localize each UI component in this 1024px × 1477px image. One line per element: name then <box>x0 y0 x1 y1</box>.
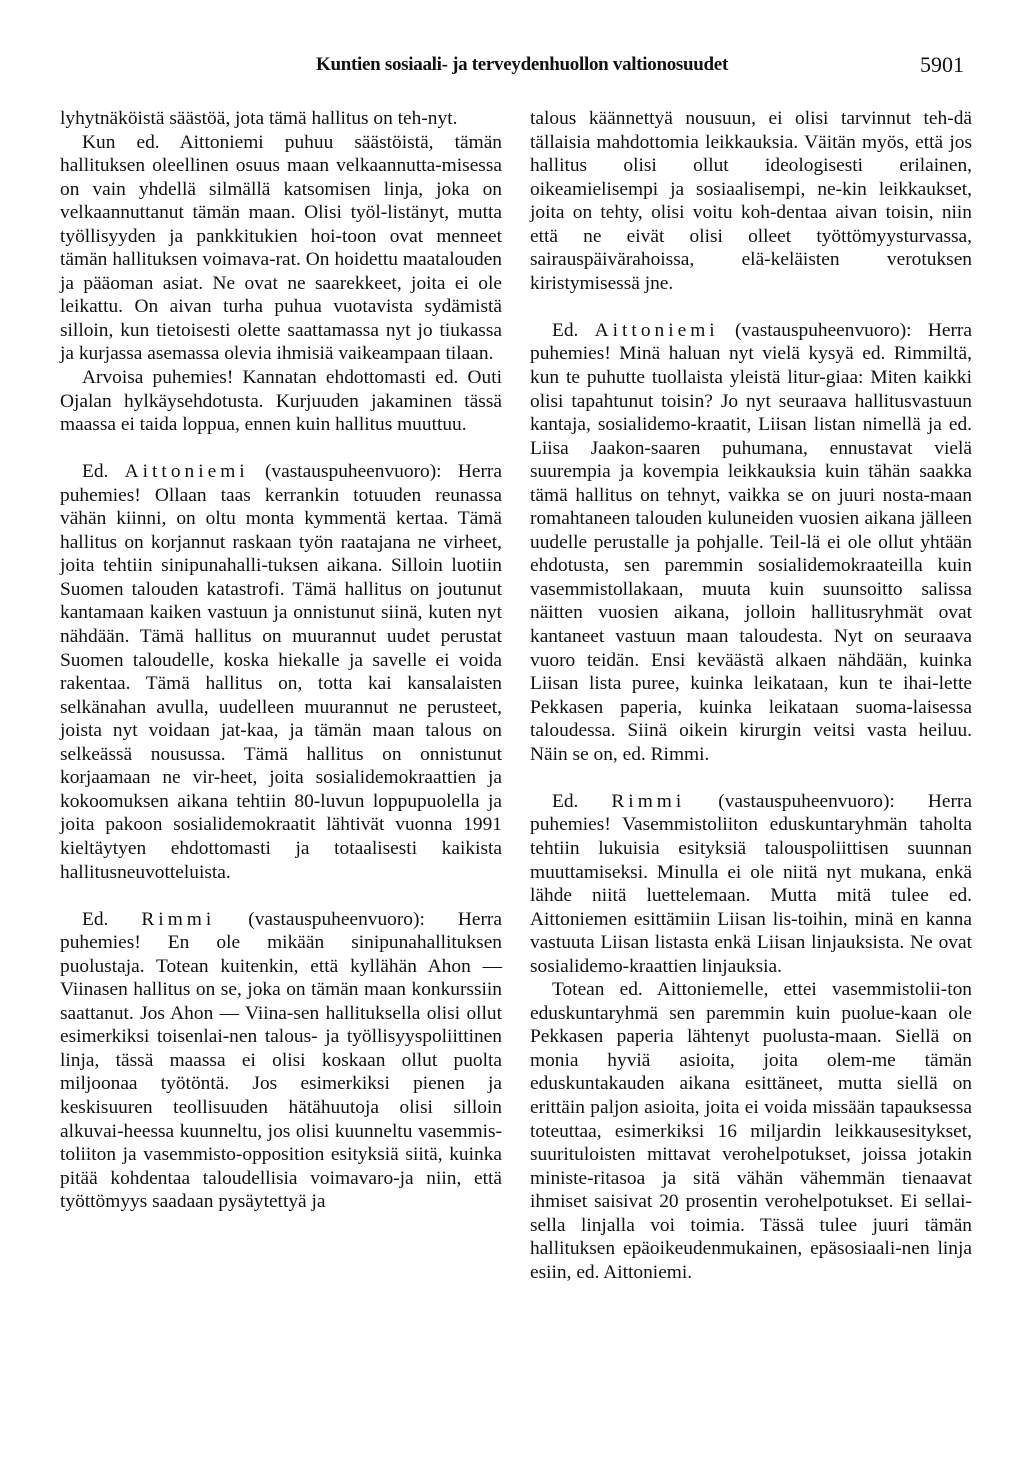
paragraph: talous käännettyä nousuun, ei olisi tarvinnut teh-dä tällaisia mahdottomia leikkauksia. Väitän myös, että jos hallitus olisi ollut ideologisesti erilainen, oikeamielisempi ja sosiaalisempi, ne-kin leikkaukset, joita on tehty, olisi voitu koh-dentaa aivan toisin, niin että ne eivät olisi olleet työttömyysturvassa, sairauspäivärahoissa, elä-keläisten verotuksen kiristymisessä jne. <box>530 108 972 294</box>
speech-paragraph <box>60 908 502 1214</box>
speech-text: (vastauspuheenvuoro): Herra puhemies! Vasemmistoliiton eduskuntaryhmän taholta tehtiin lukuisia esityksiä talouspoliittisen suunnan muuttamiseksi. Minulla ei ole niitä nyt mukana, enkä lähde niitä luettelemaan. Mutta mitä tulee ed. Aittoniemen esittämiin Liisan lis-toihin, minä en kanna vastuuta Liisan listasta enkä Liisan linjauksista. Ne ovat sosialidemo-kraattien linjauksia. <box>530 790 972 977</box>
page-number: 5901 <box>920 52 964 77</box>
speaker-prefix: Ed. <box>552 790 579 812</box>
speaker-prefix: Ed. <box>82 461 109 483</box>
speaker-prefix: Ed. <box>82 908 109 930</box>
left-column <box>60 107 502 1214</box>
paragraph: Totean ed. Aittoniemelle, ettei vasemmistolii-ton eduskuntaryhmä sen paremmin kuin puolue-kaan ole Pekkasen paperia lähtenyt puolusta-maan. Siellä on monia hyviä asioita, joita olem-me tämän eduskuntakauden aikana esittäneet, mutta siellä on erittäin paljon asioita, joita ei voida missään tapauksessa toteuttaa, esimerkiksi 16 miljardin leikkausesitykset, suurituloisten mittavat verohelpotukset, joissa jotakin ministe-ritasoa ja sitä vähän vähemmän tienaavat ihmiset saisivat 20 prosentin verohelpotukset. Ei sellai-sella linjalla voi toimia. Tässä tulee juuri tämän hallituksen epäoikeudenmukainen, epäsosiaali-nen linja esiin, ed. Aittoniemi. <box>530 979 972 1283</box>
speech-text: (vastauspuheenvuoro): Herra puhemies! Minä haluan nyt vielä kysyä ed. Rimmiltä, kun te puhutte tuollaista yleistä litur-giaa: Miten kaikki olisi tapahtunut toisin? Jo nyt seuraava hallitusvastuun kantaja, sosialidemo-kraatit, Liisan listan nimellä ja ed. Liisa Jaakon-saaren puhumana, ennustavat vielä suurempia ja kovempia leikkauksia kuin tähän saakka tämä hallitus on tehnyt, vaikka se on juuri nosta-maan romahtaneen talouden kuluneiden vuosien aikana jälleen uudelle perustalle ja pohjalle. Teil-lä ei ole ollut yhtään ehdotusta, sen paremmin sosialidemokraateilla kuin vasemmistollakaan, muuta kuin suunsoitto salissa näitten vuosien aikana, jolloin hallitusryhmät ovat kantaneet vastuun maan taloudesta. Nyt on seuraava vuoro teidän. Ensi keväästä alkaen nähdään, kuinka Liisan lista puree, kuinka leikataan, kun te ihai-lette Pekkasen paperia, kuinka leikataan suoma-laisessa taloudessa. Siinä oikein kirurgin veitsi vasta heiluu. Näin se on, ed. Rimmi. <box>530 319 972 765</box>
paragraph: Kun ed. Aittoniemi puhuu säästöistä, tämän hallituksen oleellinen osuus maan velkaannutta-misessa on vain yhdellä silmällä katsomisen linja, joka on velkaannuttanut tämän maan. Olisi työl-listänyt, mutta työllisyyden ja pankkitukien hoi-toon ovat menneet tämän hallituksen voimava-rat. On hoidettu maatalouden ja pääoman asiat. Ne ovat ne saarekkeet, joita ei ole leikattu. On aivan turha puhua vuotavista sydämistä silloin, kun tietoisesti olette saattamassa nyt jo tiukassa ja kurjassa asemassa olevia ihmisiä vaikeampaan tilaan. <box>60 131 502 365</box>
paragraph: lyhytnäköistä säästöä, jota tämä hallitus on teh-nyt. <box>60 108 458 129</box>
speech-text: (vastauspuheenvuoro): Herra puhemies! En ole mikään sinipunahallituksen puolustaja. Totean kuitenkin, että kyllähän Ahon — Viinasen hallitus on se, joka on tämän maan konkurssiin saattanut. Jos Ahon — Viina-sen hallituksella olisi ollut esimerkiksi toisenlai-nen talous- ja työllisyyspoliittinen linja, tässä maassa ei olisi koskaan ollut puolta miljoonaa työtöntä. Jos esimerkiksi pienen ja keskisuuren teollisuuden hätähuutoja olisi silloin alkuvai-heessa kuunneltu, jos olisi kuunneltu vasemmis-toliiton ja vasemmisto-opposition esityksiä siitä, kuinka pitää kohdentaa taloudellisia voimavaro-ja niin, että työttömyys saadaan pysäytettyä ja <box>60 908 502 1213</box>
speaker-name: Aittoniemi <box>124 461 249 483</box>
speech-paragraph <box>60 460 502 884</box>
speech-text: (vastauspuheenvuoro): Herra puhemies! Ollaan taas kerrankin totuuden reunassa vähän kiinni, on oltu monta kymmentä kertaa. Tämä hallitus on korjannut raskaan työn raatajana ne virheet, joita tehtiin sinipunahalli-tuksen aikana. Silloin luotiin Suomen talouden katastrofi. Tämä hallitus on joutunut kantamaan kaiken vastuun ja onnistunut siinä, kuten nyt nähdään. Tämä hallitus on muurannut uudet perustat Suomen taloudelle, koska hiekalle ja savelle ei voida rakentaa. Tämä hallitus on, totta kai kansalaisten selkänahan avulla, uudelleen muurannut ne perusteet, joista nyt voidaan jat-kaa, ja tämän maan talous on selkeässä nousussa. Tämä hallitus on onnistunut korjaamaan ne vir-heet, joita sosialidemokraattien ja kokoomuksen aikana tehtiin 80-luvun loppupuolella ja joita pakoon sosialidemokraatit lähtivät vuonna 1991 kieltäytyen ehdottomasti ja totaalisesti kaikista hallitusneuvotteluista. <box>60 461 502 883</box>
paragraph: Arvoisa puhemies! Kannatan ehdottomasti ed. Outi Ojalan hylkäysehdotusta. Kurjuuden jakaminen tässä maassa ei taida loppua, ennen kuin hallitus muuttuu. <box>60 367 502 436</box>
page-header <box>0 54 1024 84</box>
speech-paragraph <box>530 319 972 766</box>
speaker-name: Rimmi <box>611 790 686 812</box>
speaker-name: Aittoniemi <box>594 319 719 341</box>
speaker-prefix: Ed. <box>552 319 579 341</box>
running-title: Kuntien sosiaali- ja terveydenhuollon valtionosuudet <box>316 54 728 75</box>
speech-paragraph <box>530 790 972 978</box>
right-column <box>530 107 972 1284</box>
speaker-name: Rimmi <box>141 908 216 930</box>
